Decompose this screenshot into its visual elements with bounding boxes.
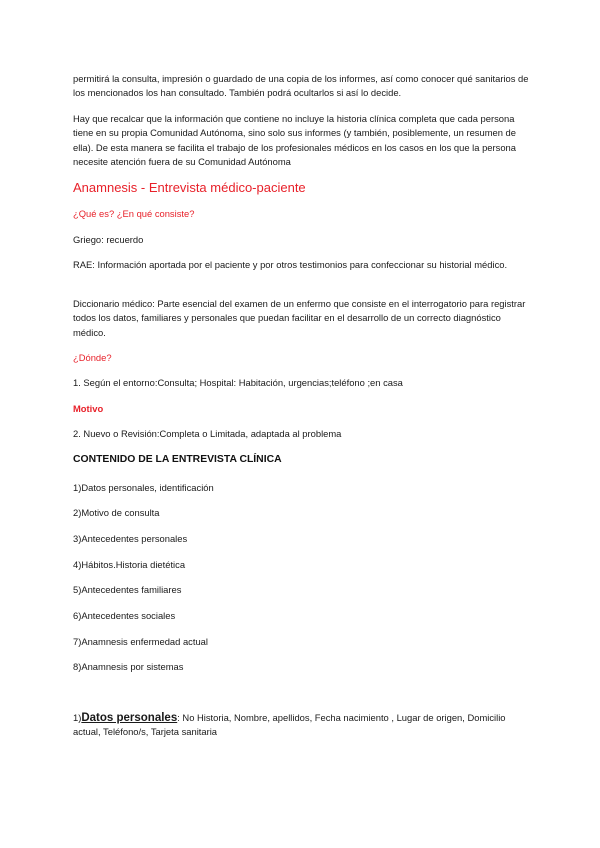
donde-text: 1. Según el entorno:Consulta; Hospital: Habitación, urgencias;teléfono ;en casa bbox=[73, 377, 403, 388]
datos-text: : No Historia, Nombre, apellidos, Fecha nacimiento , Lugar de origen, Domicilio actual, Teléfono/s, Tarjeta sanitaria bbox=[73, 712, 506, 738]
datos-number: 1) bbox=[73, 712, 82, 723]
definition-griego: Griego: recuerdo bbox=[73, 234, 144, 245]
section-title: Anamnesis - Entrevista médico-paciente bbox=[73, 180, 306, 195]
datos-label: Datos personales bbox=[81, 712, 178, 724]
list-item: 4)Hábitos.Historia dietética bbox=[73, 559, 186, 570]
datos-personales-paragraph bbox=[73, 711, 533, 740]
definition-diccionario: Diccionario médico: Parte esencial del examen de un enfermo que consiste en el interrogatorio para registrar todos los datos, familiares y personales que puedan facilitar en el desarrollo de un correcto diagnóstico médico. bbox=[73, 298, 526, 338]
list-item: 3)Antecedentes personales bbox=[73, 533, 188, 544]
list-item: 8)Anamnesis por sistemas bbox=[73, 661, 184, 672]
list-item: 6)Antecedentes sociales bbox=[73, 610, 176, 621]
list-item: 7)Anamnesis enfermedad actual bbox=[73, 636, 208, 647]
motivo-text: 2. Nuevo o Revisión:Completa o Limitada, adaptada al problema bbox=[73, 428, 342, 439]
list-item: 2)Motivo de consulta bbox=[73, 507, 160, 518]
question-que-es: ¿Qué es? ¿En qué consiste? bbox=[73, 208, 195, 219]
motivo-label: Motivo bbox=[73, 403, 104, 414]
question-donde: ¿Dónde? bbox=[73, 352, 112, 363]
contenido-title: CONTENIDO DE LA ENTREVISTA CLÍNICA bbox=[73, 454, 282, 465]
paragraph-informes: permitirá la consulta, impresión o guardado de una copia de los informes, así como conocer qué sanitarios de los mencionados los han consultado. También podrá ocultarlos si así lo decide. bbox=[73, 73, 529, 99]
paragraph-historia-clinica: Hay que recalcar que la información que contiene no incluye la historia clínica completa que cada persona tiene en su propia Comunidad Autónoma, sino solo sus informes (y también, posiblemente, un resumen de ella). De esta manera se facilita el trabajo de los profesionales médicos en los casos en los que la persona necesite atención fuera de su Comunidad Autónoma bbox=[73, 113, 516, 167]
definition-rae: RAE: Información aportada por el paciente y por otros testimonios para confeccionar su historial médico. bbox=[73, 259, 508, 270]
list-item: 5)Antecedentes familiares bbox=[73, 584, 182, 595]
list-item: 1)Datos personales, identificación bbox=[73, 482, 214, 493]
